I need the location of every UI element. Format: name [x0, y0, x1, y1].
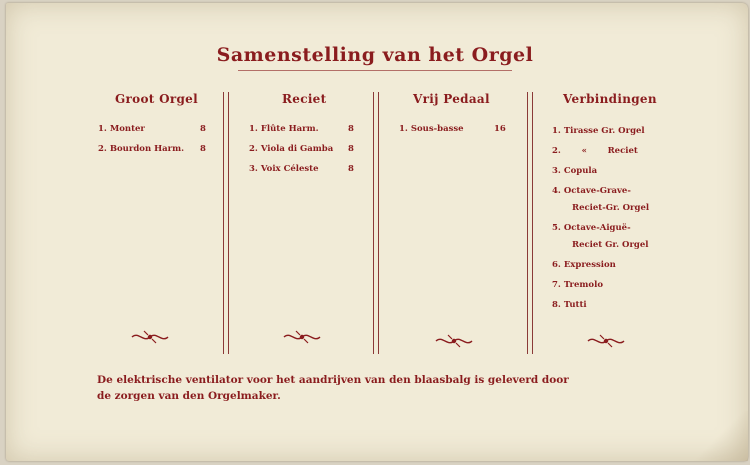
stop-label: 3. Voix Céleste — [249, 164, 319, 174]
stop-label: 1. Monter — [98, 124, 145, 134]
stop-feet: 8 — [200, 124, 206, 134]
column-divider — [373, 92, 379, 354]
heading-vrij-pedaal: Vrij Pedaal — [413, 92, 490, 106]
coupler-item: 2. « Reciet — [552, 146, 638, 156]
stop-feet: 8 — [348, 164, 354, 174]
title-underline — [238, 70, 512, 71]
stop-feet: 8 — [200, 144, 206, 154]
footer-line-2: de zorgen van den Orgelmaker. — [97, 390, 281, 402]
stop-feet: 16 — [494, 124, 506, 134]
stop-label: 1. Flûte Harm. — [249, 124, 319, 134]
coupler-item: 1. Tirasse Gr. Orgel — [552, 126, 645, 136]
heading-reciet: Reciet — [282, 92, 327, 106]
footer-line-1: De elektrische ventilator voor het aandrijven van den blaasbalg is geleverd door — [97, 374, 569, 386]
heading-verbindingen: Verbindingen — [563, 92, 657, 106]
stop-label: 1. Sous-basse — [399, 124, 464, 134]
footer-note — [97, 372, 697, 404]
column-divider — [223, 92, 229, 354]
ornament-icon — [434, 331, 474, 351]
column-divider — [527, 92, 533, 354]
coupler-item: 7. Tremolo — [552, 280, 603, 290]
ornament-icon — [282, 327, 322, 347]
page-title: Samenstelling van het Orgel — [216, 44, 534, 66]
coupler-item: 4. Octave-Grave- — [552, 186, 631, 196]
coupler-item-continued: Reciet Gr. Orgel — [572, 240, 649, 250]
coupler-item: 5. Octave-Aiguë- — [552, 223, 631, 233]
stop-feet: 8 — [348, 124, 354, 134]
stop-feet: 8 — [348, 144, 354, 154]
stop-label: 2. Bourdon Harm. — [98, 144, 185, 154]
ornament-icon — [130, 327, 170, 347]
coupler-item: 3. Copula — [552, 166, 598, 176]
stop-label: 2. Viola di Gamba — [249, 144, 334, 154]
coupler-item: 8. Tutti — [552, 300, 587, 310]
coupler-item: 6. Expression — [552, 260, 616, 270]
heading-groot-orgel: Groot Orgel — [115, 92, 198, 106]
ornament-icon — [586, 331, 626, 351]
coupler-item-continued: Reciet-Gr. Orgel — [572, 203, 650, 213]
